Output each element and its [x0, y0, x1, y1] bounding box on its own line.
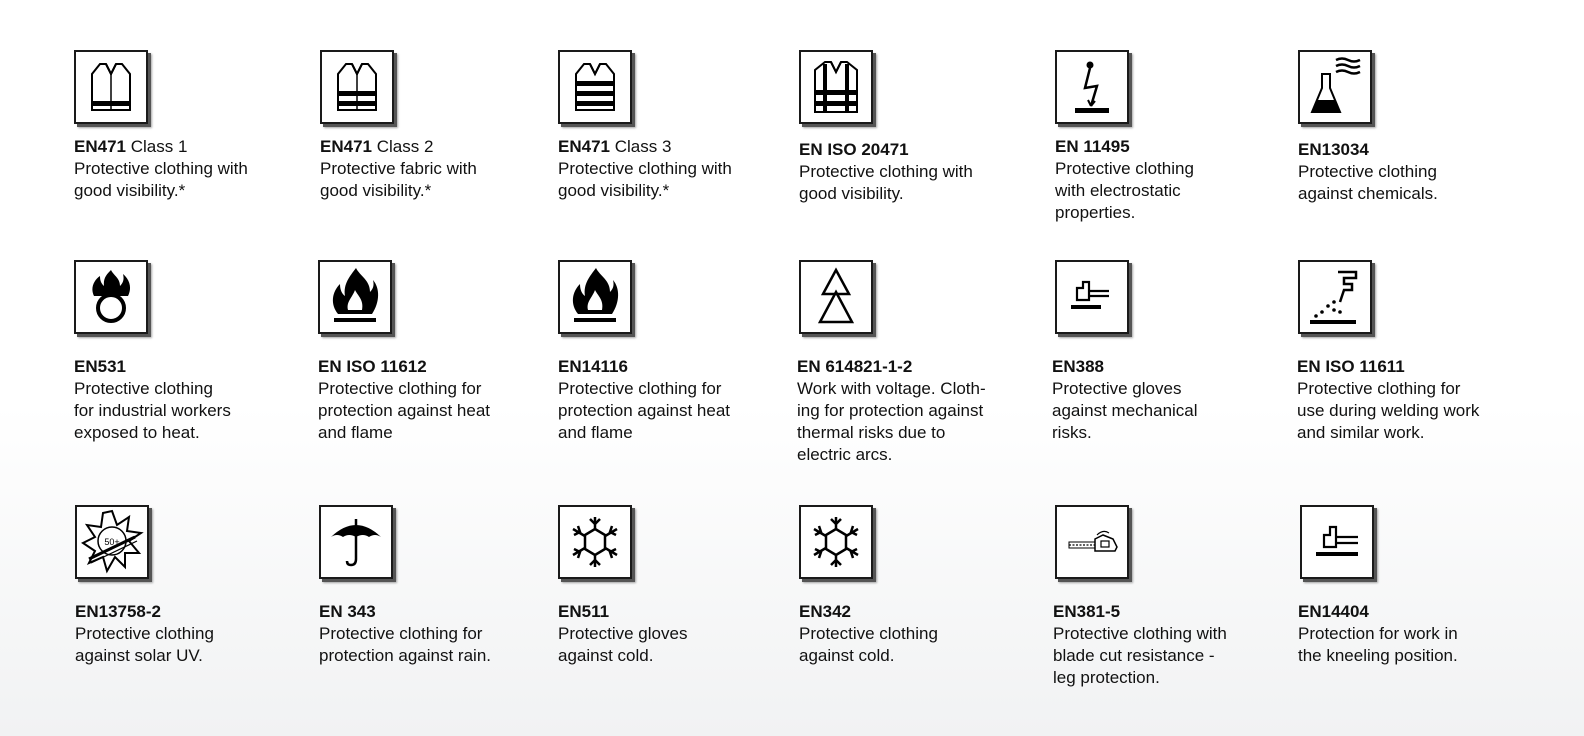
- electrostatic-icon: [1055, 50, 1129, 124]
- item-text: [1053, 601, 1227, 689]
- item-text: [320, 136, 477, 202]
- standard-code: EN471: [320, 137, 372, 156]
- kneeling-icon: [1300, 505, 1374, 579]
- standard-class: Class 1: [125, 137, 188, 156]
- standard-class: Class 3: [609, 137, 672, 156]
- standard-class: Class 2: [371, 137, 434, 156]
- standard-description: Protective clothing against solar UV.: [75, 624, 214, 665]
- standard-description: Protective clothing for protection against rain.: [319, 624, 491, 665]
- standard-description: Protective clothing with electrostatic properties.: [1055, 159, 1194, 222]
- item-text: [319, 601, 491, 667]
- item-text: [558, 356, 730, 444]
- standard-code: EN471: [74, 137, 126, 156]
- flame-icon: [318, 260, 392, 334]
- standard-code: EN ISO 20471: [799, 140, 909, 159]
- standard-description: Protection for work in the kneeling position.: [1298, 624, 1458, 665]
- standard-code: EN ISO 11611: [1297, 357, 1405, 376]
- item-text: [1297, 356, 1479, 444]
- standard-description: Protective clothing with blade cut resistance - leg protection.: [1053, 624, 1227, 687]
- standard-description: Protective fabric with good visibility.*: [320, 159, 477, 200]
- arc-triangles-icon: [799, 260, 873, 334]
- standard-code: EN14404: [1298, 602, 1369, 621]
- snowflake-icon: [558, 505, 632, 579]
- item-text: [74, 356, 231, 444]
- item-text: [74, 136, 248, 202]
- standard-description: Protective clothing with good visibility.*: [558, 159, 732, 200]
- standard-description: Protective clothing against chemicals.: [1298, 162, 1438, 203]
- item-text: [318, 356, 490, 444]
- umbrella-icon: [319, 505, 393, 579]
- standard-description: Protective clothing for use during welding work and similar work.: [1297, 379, 1480, 442]
- standard-code: EN471: [558, 137, 610, 156]
- hi-vis-vest-class-2-icon: [320, 50, 394, 124]
- standard-code: EN13034: [1298, 140, 1369, 159]
- chemical-flask-icon: [1298, 50, 1372, 124]
- flame-icon: [558, 260, 632, 334]
- standard-code: EN13758-2: [75, 602, 162, 621]
- item-text: [1055, 136, 1194, 224]
- standard-description: Protective clothing with good visibility.*: [74, 159, 248, 200]
- standard-description: Protective gloves against mechanical risks.: [1052, 379, 1198, 442]
- standard-code: EN 614821-1-2: [797, 357, 913, 376]
- standard-description: Protective clothing for protection against heat and flame: [558, 379, 731, 442]
- standard-description: Work with voltage. Cloth- ing for protection against thermal risks due to electric arcs.: [797, 379, 986, 464]
- standard-code: EN 343: [319, 602, 376, 621]
- item-text: [558, 136, 732, 202]
- hi-vis-vest-class-3-icon: [558, 50, 632, 124]
- snowflake-icon: [799, 505, 873, 579]
- flame-over-circle-icon: [74, 260, 148, 334]
- item-text: [797, 356, 986, 466]
- item-text: [799, 139, 973, 205]
- item-text: [75, 601, 214, 667]
- item-text: [1298, 601, 1458, 667]
- standard-code: EN 11495: [1055, 137, 1130, 156]
- standard-code: EN511: [558, 602, 610, 621]
- standard-description: Protective clothing for protection against heat and flame: [318, 379, 491, 442]
- item-text: [1298, 139, 1438, 205]
- standard-description: Protective clothing against cold.: [799, 624, 938, 665]
- standard-code: EN342: [799, 602, 851, 621]
- standard-code: EN14116: [558, 357, 628, 376]
- sun-uv-icon: [75, 505, 149, 579]
- standard-description: Protective gloves against cold.: [558, 624, 688, 665]
- standard-code: EN388: [1052, 357, 1104, 376]
- chainsaw-icon: [1055, 505, 1129, 579]
- standard-code: EN531: [74, 357, 126, 376]
- hi-vis-jacket-icon: [799, 50, 873, 124]
- uv-rating-text: 50+: [104, 537, 120, 547]
- item-text: [1052, 356, 1198, 444]
- standard-code: EN381-5: [1053, 602, 1121, 621]
- welding-icon: [1298, 260, 1372, 334]
- hammer-anvil-icon: [1055, 260, 1129, 334]
- hi-vis-vest-class-1-icon: [74, 50, 148, 124]
- standard-description: Protective clothing for industrial workers exposed to heat.: [74, 379, 231, 442]
- standard-description: Protective clothing with good visibility.: [799, 162, 973, 203]
- item-text: [799, 601, 938, 667]
- standard-code: EN ISO 11612: [318, 357, 427, 376]
- item-text: [558, 601, 687, 667]
